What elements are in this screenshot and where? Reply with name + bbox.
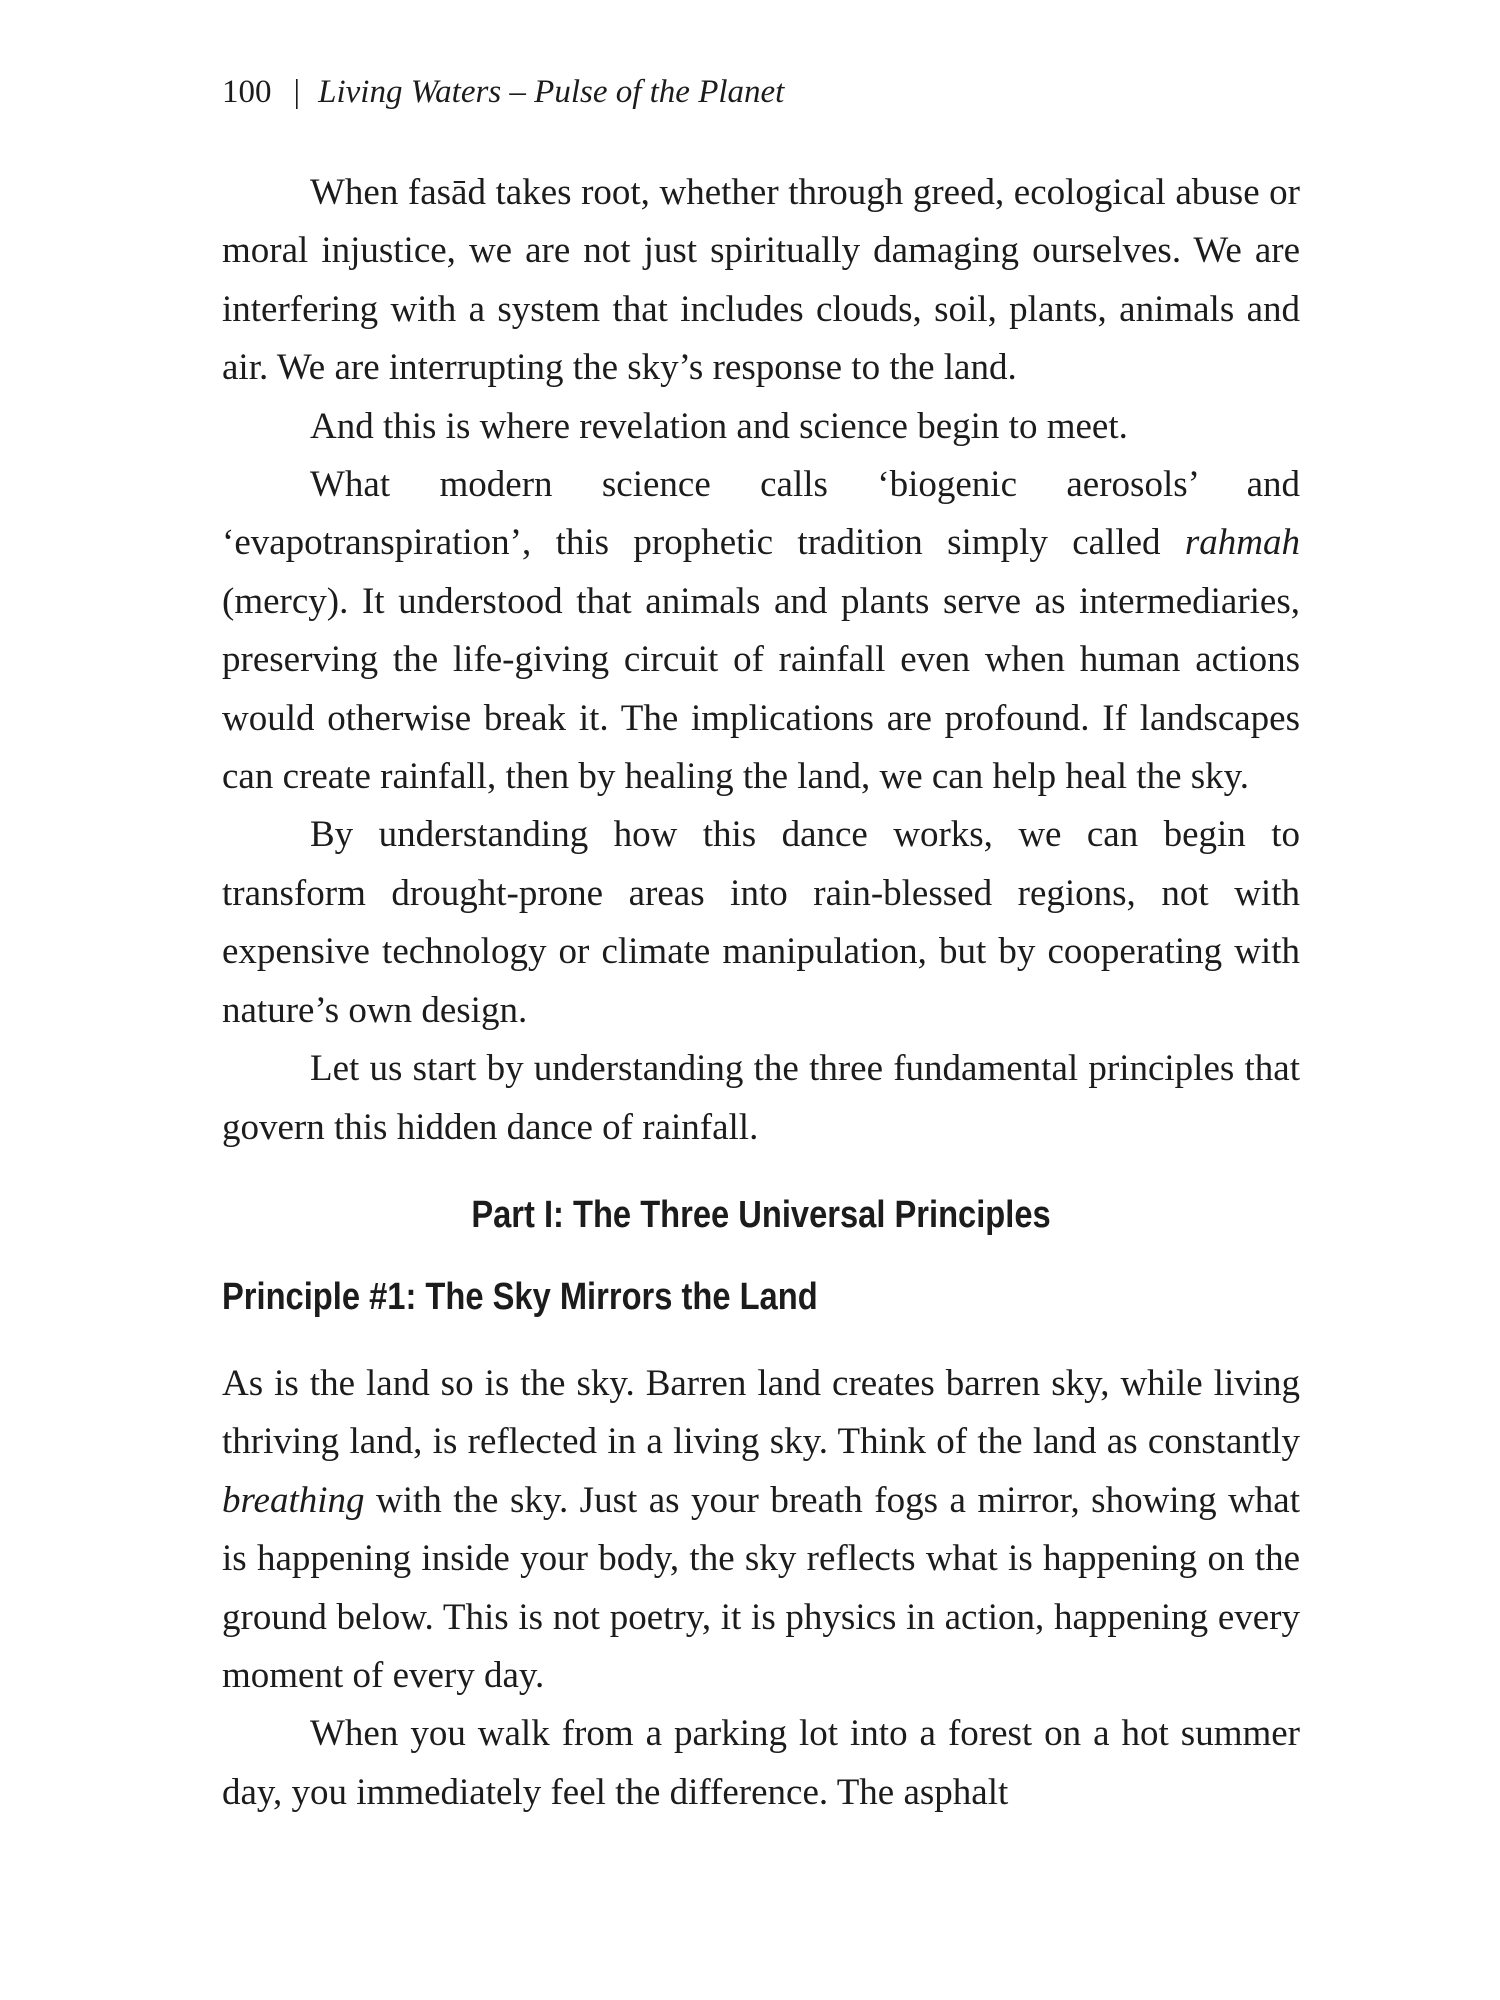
paragraph-fasad: When fasād takes root, whether through greed, ecological abuse or moral injustice, we are not just spiritually damaging ourselves. We are interfering with a system that includes clouds, soil, plants, animals and air. We are interrupting the sky’s response to the land. <box>222 172 1300 389</box>
paragraph-rahmah-text-start: What modern science calls ‘biogenic aerosols’ and ‘evapotranspiration’, this prophetic tradition simply called <box>222 464 1300 564</box>
paragraph-principles-intro: Let us start by understanding the three fundamental principles that govern this hidden dance of rainfall. <box>222 1048 1300 1148</box>
book-title: Living Waters – Pulse of the Planet <box>318 74 785 110</box>
running-head-separator: | <box>293 74 301 110</box>
paragraph-revelation-science: And this is where revelation and science begin to meet. <box>310 405 1128 447</box>
page-number: 100 <box>222 74 272 110</box>
paragraph-sky-text-end: with the sky. Just as your breath fogs a mirror, showing what is happening inside your body, the sky reflects what is happening on the ground below. This is not poetry, it is physics in action, happening every moment of every day. <box>222 1479 1300 1696</box>
paragraph-sky-mirrors-land <box>222 1355 1300 1705</box>
paragraph-parking-lot: When you walk from a parking lot into a forest on a hot summer day, you immediately feel the difference. The asphalt <box>222 1713 1300 1813</box>
paragraph-sky-text-start: As is the land so is the sky. Barren land creates barren sky, while living thriving land, is reflected in a living sky. Think of the land as constantly <box>222 1362 1300 1463</box>
paragraph-rahmah-text-end: (mercy). It understood that animals and plants serve as intermediaries, preserving the life-giving circuit of rainfall even when human actions would otherwise break it. The implications are profound. If landscapes can create rainfall, then by healing the land, we can help heal the sky. <box>222 580 1300 798</box>
breathing-term: breathing <box>222 1479 365 1521</box>
body-text <box>222 164 1300 1822</box>
paragraph-dance: By understanding how this dance works, we can begin to transform drought-prone areas into rain-blessed regions, not with expensive technology or climate manipulation, but by cooperating with nature’s own design. <box>222 814 1300 1031</box>
part-heading: Part I: The Three Universal Principles <box>471 1193 1051 1236</box>
rahmah-term: rahmah <box>1184 522 1300 564</box>
principle-heading: Principle #1: The Sky Mirrors the Land <box>222 1275 818 1318</box>
running-head <box>222 72 784 112</box>
paragraph-rahmah <box>222 456 1300 806</box>
